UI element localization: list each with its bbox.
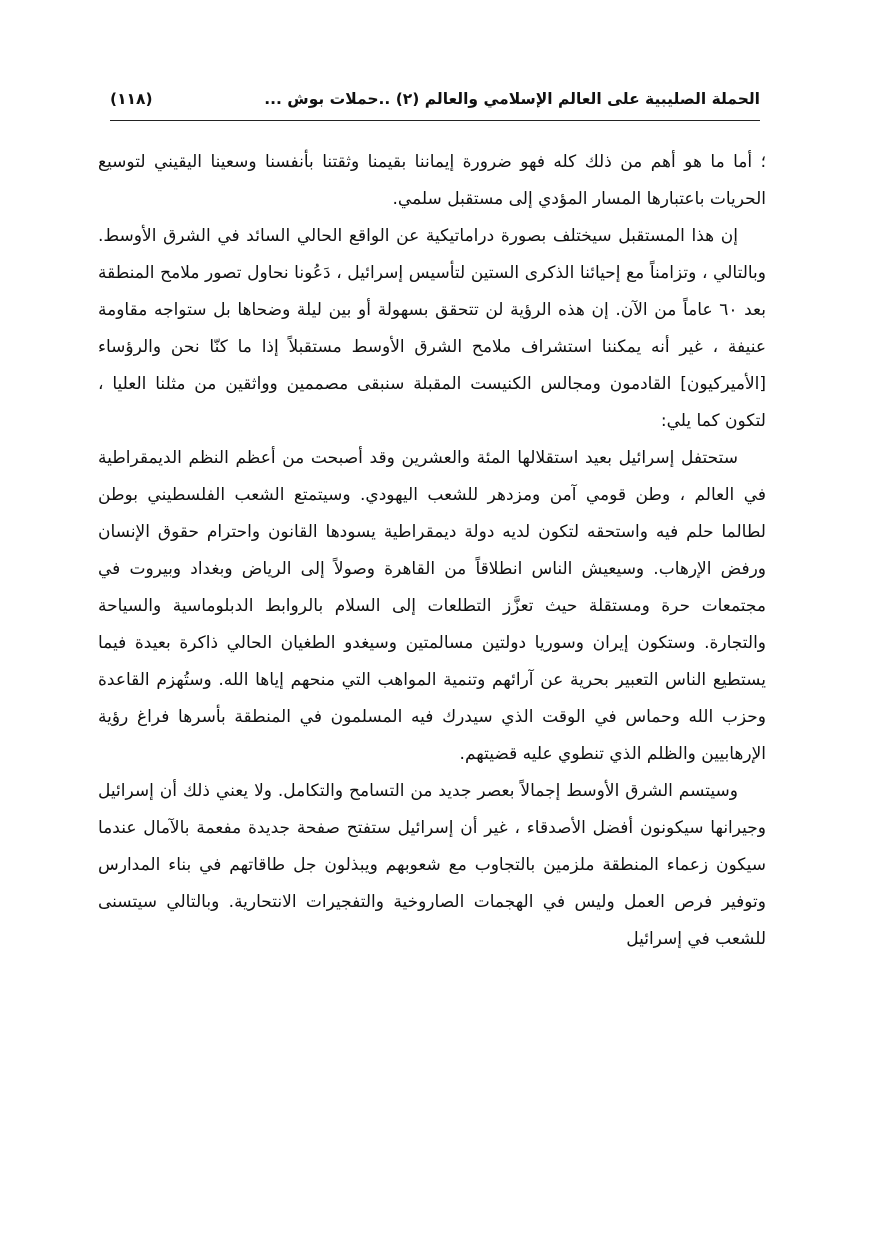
page-header [110,86,760,121]
paragraph-1: ؛ أما ما هو أهم من ذلك كله فهو ضرورة إيماننا بقيمنا وثقتنا بأنفسنا وسعينا اليقيني لتوسيع الحريات باعتبارها المسار المؤدي إلى مستقبل سلمي. [98,152,766,209]
page-number: (١١٨) [110,90,153,108]
article-body [98,144,766,958]
running-title: الحملة الصليبية على العالم الإسلامي والعالم (٢) ..حملات بوش ... [264,90,760,108]
paragraph-2: إن هذا المستقبل سيختلف بصورة دراماتيكية عن الواقع الحالي السائد في الشرق الأوسط. وبالتالي ، وتزامناً مع إحيائنا الذكرى الستين لتأسيس إسرائيل ، دَعُونا نحاول تصور ملامح المنطقة بعد ٦٠ عاماً من الآن. إن هذه الرؤية لن تتحقق بسهولة أو بين ليلة وضحاها بل ستواجه مقاومة عنيفة ، غير أنه يمكننا استشراف ملامح الشرق الأوسط مستقبلاً إذا ما كنّا نحن والرؤساء [الأميركيون] القادمون ومجالس الكنيست المقبلة سنبقى مصممين وواثقين من مثلنا العليا ، لتكون كما يلي: [98,226,766,431]
paragraph-3: ستحتفل إسرائيل بعيد استقلالها المئة والعشرين وقد أصبحت من أعظم النظم الديمقراطية في العالم ، وطن قومي آمن ومزدهر للشعب اليهودي. وسيتمتع الشعب الفلسطيني بوطن لطالما حلم فيه واستحقه لتكون لديه دولة ديمقراطية يسودها القانون واحترام حقوق الإنسان ورفض الإرهاب. وسيعيش الناس انطلاقاً من القاهرة وصولاً إلى الرياض وبغداد وبيروت في مجتمعات حرة ومستقلة حيث تعزَّز التطلعات إلى السلام بالروابط الدبلوماسية والسياحة والتجارة. وستكون إيران وسوريا دولتين مسالمتين وسيغدو الطغيان الحالي ذاكرة بعيدة فيما يستطيع الناس التعبير بحرية عن آرائهم وتنمية المواهب التي منحهم إياها الله. وستُهزم القاعدة وحزب الله وحماس في الوقت الذي سيدرك فيه المسلمون في المنطقة بأسرها فراغ رؤية الإرهابيين والظلم الذي تنطوي عليه قضيتهم. [98,448,766,764]
paragraph-4: وسيتسم الشرق الأوسط إجمالاً بعصر جديد من التسامح والتكامل. ولا يعني ذلك أن إسرائيل وجيرانها سيكونون أفضل الأصدقاء ، غير أن إسرائيل ستفتح صفحة جديدة مفعمة بالآمال عندما سيكون زعماء المنطقة ملزمين بالتجاوب مع شعوبهم ويبذلون جل طاقاتهم في بناء المدارس وتوفير فرص العمل وليس في الهجمات الصاروخية والتفجيرات الانتحارية. وبالتالي سيتسنى للشعب في إسرائيل [98,781,766,949]
